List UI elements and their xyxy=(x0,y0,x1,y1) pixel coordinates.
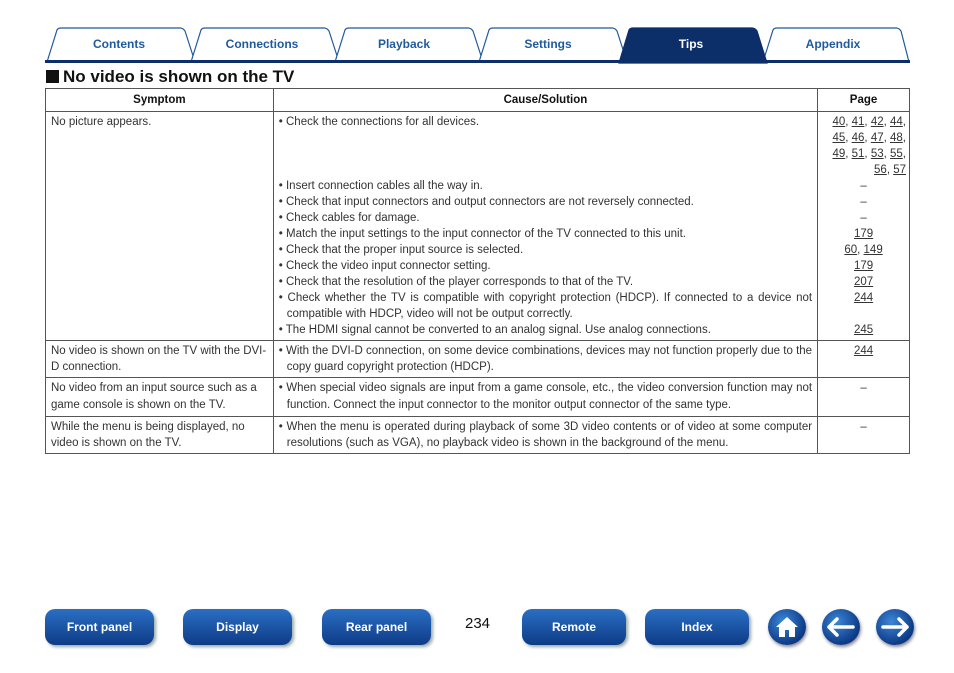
symptom-cell: No video is shown on the TV with the DVI-D connection. xyxy=(46,341,274,378)
home-icon xyxy=(774,615,800,639)
tab-connections[interactable]: Connections xyxy=(225,37,299,51)
page-links-line xyxy=(821,162,906,178)
home-button[interactable] xyxy=(768,609,806,645)
separator: , xyxy=(902,132,906,144)
page-link[interactable]: 42 xyxy=(870,116,884,128)
tab-shapes xyxy=(45,27,910,63)
cause-item: • Insert connection cables all the way in. xyxy=(278,180,483,192)
page-links-line xyxy=(821,130,906,146)
separator: , xyxy=(883,116,890,128)
header-cause: Cause/Solution xyxy=(273,89,817,112)
page-ref: – xyxy=(860,180,867,192)
tab-playback[interactable]: Playback xyxy=(377,37,431,51)
table-row xyxy=(46,417,910,454)
page-cell xyxy=(818,341,910,378)
cause-item: • Check that input connectors and output connectors are not reversely connected. xyxy=(278,196,694,208)
table-row xyxy=(46,341,910,378)
separator: , xyxy=(902,116,906,128)
front-panel-button[interactable]: Front panel xyxy=(45,609,154,645)
page-link[interactable]: 44 xyxy=(890,116,903,128)
separator: , xyxy=(883,148,890,160)
page-link[interactable]: 51 xyxy=(851,148,865,160)
page-link[interactable]: 244 xyxy=(853,345,874,357)
page-cell: – xyxy=(818,417,910,454)
page-links-line xyxy=(821,114,906,130)
cause-item: • The HDMI signal cannot be converted to an analog signal. Use analog connections. xyxy=(278,324,711,336)
page-link[interactable]: 45 xyxy=(832,132,846,144)
troubleshooting-table xyxy=(45,88,910,454)
tab-settings[interactable]: Settings xyxy=(524,37,572,51)
page-link[interactable]: 60 xyxy=(844,244,858,256)
cause-item: • Check the connections for all devices. xyxy=(278,116,480,128)
separator: , xyxy=(845,116,852,128)
tab-contents[interactable]: Contents xyxy=(93,37,145,51)
remote-button[interactable]: Remote xyxy=(522,609,626,645)
forward-button[interactable] xyxy=(876,609,914,645)
page-link[interactable]: 57 xyxy=(893,164,906,176)
symptom-text: No picture appears. xyxy=(51,116,152,128)
section-heading xyxy=(46,67,294,87)
cause-item: • Check that the resolution of the player corresponds to that of the TV. xyxy=(278,276,634,288)
cause-item: • Check the video input connector setting. xyxy=(278,260,491,272)
page-links-group xyxy=(821,114,906,178)
separator: , xyxy=(886,164,894,176)
cause-item: • Check cables for damage. xyxy=(278,212,420,224)
page-link[interactable]: 149 xyxy=(863,244,883,256)
page-link[interactable]: 47 xyxy=(870,132,884,144)
display-button[interactable]: Display xyxy=(183,609,292,645)
tab-appendix[interactable]: Appendix xyxy=(805,37,861,51)
page-link[interactable]: 179 xyxy=(853,228,874,240)
page-link[interactable]: 56 xyxy=(874,164,887,176)
separator: , xyxy=(845,132,852,144)
page-number: 234 xyxy=(464,615,491,632)
page-cell: – xyxy=(818,378,910,417)
tab-tips[interactable]: Tips xyxy=(678,37,704,51)
arrow-right-icon xyxy=(881,617,909,637)
page-link[interactable]: 41 xyxy=(851,116,865,128)
separator: , xyxy=(883,132,890,144)
cause-item: • When special video signals are input from a game console, etc., the video conversion function may not function. Connect the input connector to the monitor output connector of the same type. xyxy=(278,382,813,411)
page-ref: – xyxy=(860,196,867,208)
cause-cell xyxy=(273,378,817,417)
table-header-row xyxy=(46,89,910,112)
cause-item: • Check that the proper input source is selected. xyxy=(278,244,524,256)
page-links-line xyxy=(821,146,906,162)
page-link[interactable]: 55 xyxy=(890,148,903,160)
page-title: No video is shown on the TV xyxy=(63,67,295,86)
cause-item: • Match the input settings to the input connector of the TV connected to this unit. xyxy=(278,228,686,240)
cause-item: • Check whether the TV is compatible with copyright protection (HDCP). If connected to a device not compatible with HDCP, video will not be output correctly. xyxy=(278,292,813,320)
cause-cell xyxy=(273,341,817,378)
page-link[interactable]: 245 xyxy=(853,324,874,336)
symptom-cell: No video from an input source such as a game console is shown on the TV. xyxy=(46,378,274,417)
back-button[interactable] xyxy=(822,609,860,645)
symptom-cell xyxy=(46,112,274,341)
separator: , xyxy=(864,148,871,160)
header-symptom: Symptom xyxy=(46,89,274,112)
index-button[interactable]: Index xyxy=(645,609,749,645)
page-link[interactable]: 179 xyxy=(853,260,874,272)
separator: , xyxy=(864,132,871,144)
cause-cell xyxy=(273,112,817,341)
page-link[interactable]: 46 xyxy=(851,132,865,144)
arrow-left-icon xyxy=(827,617,855,637)
cause-cell xyxy=(273,417,817,454)
tab-baseline xyxy=(45,60,910,63)
page-link[interactable]: 207 xyxy=(853,276,874,288)
page-link-pair xyxy=(821,242,906,258)
header-page: Page xyxy=(818,89,910,112)
separator: , xyxy=(864,116,871,128)
cause-item: • With the DVI-D connection, on some device combinations, devices may not function properly due to the copy guard copyright protection (HDCP). xyxy=(278,345,813,373)
square-bullet-icon xyxy=(46,70,59,83)
page-link[interactable]: 40 xyxy=(832,116,846,128)
page-link[interactable]: 49 xyxy=(832,148,846,160)
page-ref: – xyxy=(860,212,867,224)
tab-bar xyxy=(45,27,910,63)
page-cell xyxy=(818,112,910,341)
page-link[interactable]: 53 xyxy=(870,148,884,160)
page-link[interactable]: 48 xyxy=(890,132,903,144)
separator: , xyxy=(845,148,852,160)
rear-panel-button[interactable]: Rear panel xyxy=(322,609,431,645)
table-row xyxy=(46,378,910,417)
symptom-cell: While the menu is being displayed, no video is shown on the TV. xyxy=(46,417,274,454)
separator: , xyxy=(902,148,906,160)
cause-item: • When the menu is operated during playback of some 3D video contents or of video at some computer resolutions (such as VGA), no playback video is shown in the background of the menu. xyxy=(278,421,813,449)
table-row xyxy=(46,112,910,341)
separator: , xyxy=(857,244,864,256)
page-link[interactable]: 244 xyxy=(853,292,874,304)
